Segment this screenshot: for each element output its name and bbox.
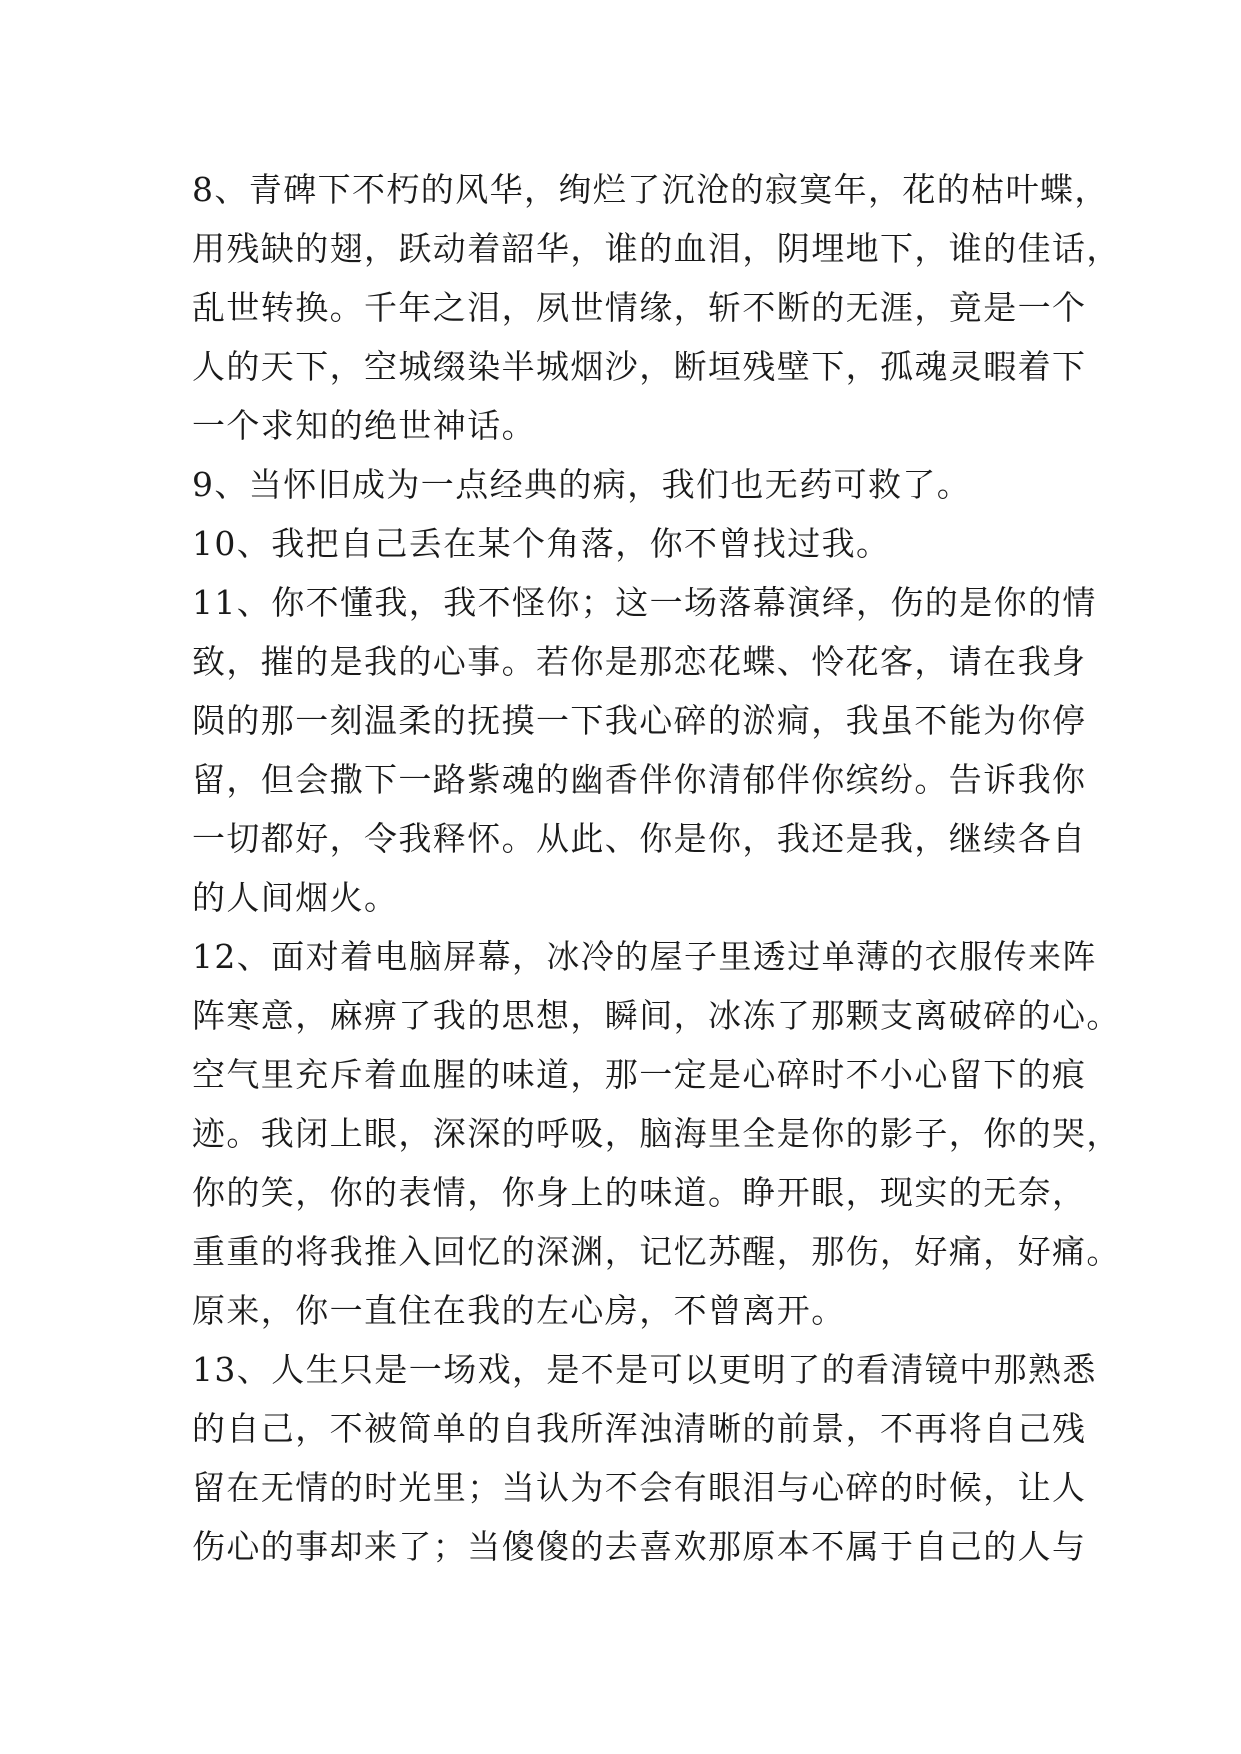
text-line: 的人间烟火。 xyxy=(192,878,399,917)
text-line: 致，摧的是我的心事。若你是那恋花蝶、怜花客，请在我身 xyxy=(192,642,1087,681)
text-line: 12、面对着电脑屏幕，冰冷的屋子里透过单薄的衣服传来阵 xyxy=(192,937,1097,976)
text-line: 10、我把自己丢在某个角落，你不曾找过我。 xyxy=(192,524,891,563)
text-line: 的自己，不被简单的自我所浑浊清晰的前景，不再将自己残 xyxy=(192,1409,1087,1448)
text-line: 迹。我闭上眼，深深的呼吸，脑海里全是你的影子，你的哭， xyxy=(192,1114,1121,1153)
text-line: 你的笑，你的表情，你身上的味道。睁开眼，现实的无奈， xyxy=(192,1173,1087,1212)
text-line: 原来，你一直住在我的左心房，不曾离开。 xyxy=(192,1291,846,1330)
text-line: 伤心的事却来了；当傻傻的去喜欢那原本不属于自己的人与 xyxy=(192,1527,1087,1566)
text-line: 9、当怀旧成为一点经典的病，我们也无药可救了。 xyxy=(192,465,972,504)
text-line: 空气里充斥着血腥的味道，那一定是心碎时不小心留下的痕 xyxy=(192,1055,1087,1094)
text-line: 留在无情的时光里；当认为不会有眼泪与心碎的时候，让人 xyxy=(192,1468,1087,1507)
text-line: 8、青碑下不朽的风华，绚烂了沉沧的寂寞年，花的枯叶蝶， xyxy=(192,170,1109,209)
text-line: 一切都好，令我释怀。从此、你是你，我还是我，继续各自 xyxy=(192,819,1087,858)
text-line: 乱世转换。千年之泪，夙世情缘，斩不断的无涯，竟是一个 xyxy=(192,288,1087,327)
text-line: 陨的那一刻温柔的抚摸一下我心碎的淤痌，我虽不能为你停 xyxy=(192,701,1087,740)
text-line: 13、人生只是一场戏，是不是可以更明了的看清镜中那熟悉 xyxy=(192,1350,1097,1389)
text-line: 人的天下，空城缀染半城烟沙，断垣残壁下，孤魂灵暇着下 xyxy=(192,347,1087,386)
text-line: 重重的将我推入回忆的深渊，记忆苏醒，那伤，好痛，好痛。 xyxy=(192,1232,1121,1271)
text-line: 一个求知的绝世神话。 xyxy=(192,406,536,445)
text-line: 11、你不懂我，我不怪你；这一场落幕演绎，伤的是你的情 xyxy=(192,583,1097,622)
text-line: 留，但会撒下一路紫魂的幽香伴你清郁伴你缤纷。告诉我你 xyxy=(192,760,1087,799)
body-text xyxy=(192,160,1121,1576)
text-line: 用残缺的翅，跃动着韶华，谁的血泪，阴埋地下，谁的佳话， xyxy=(192,229,1121,268)
text-line: 阵寒意，麻痹了我的思想，瞬间，冰冻了那颗支离破碎的心。 xyxy=(192,996,1121,1035)
